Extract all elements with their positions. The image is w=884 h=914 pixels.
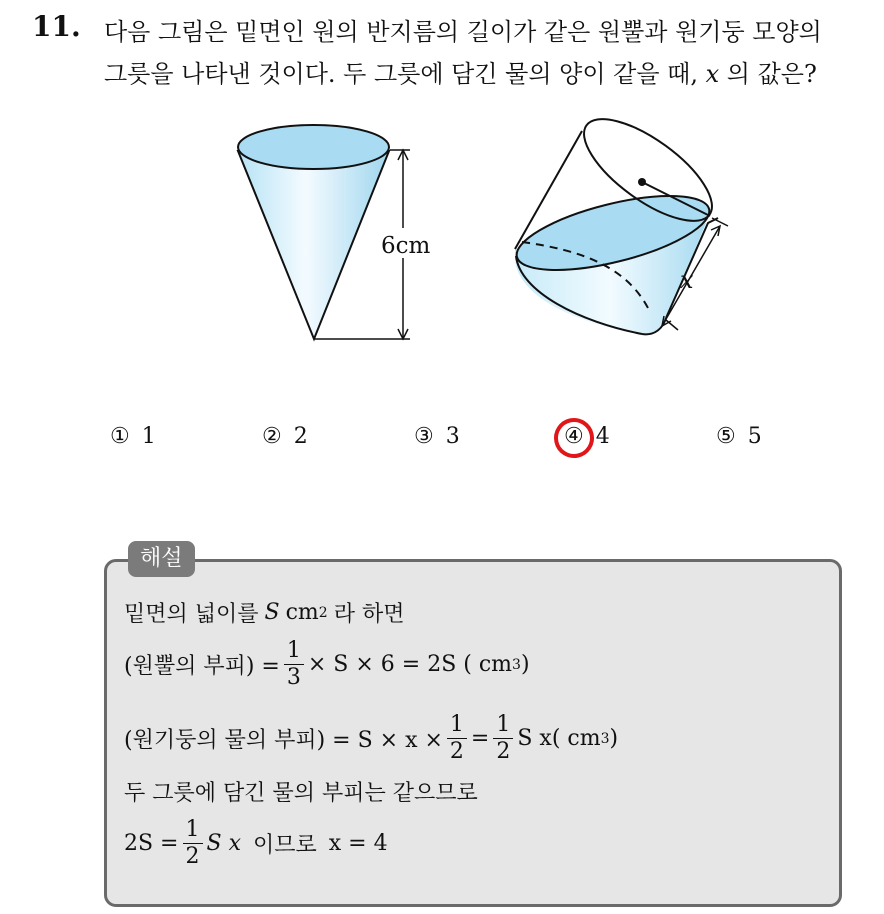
choice-3-value: 3 — [445, 424, 460, 449]
answer-choices — [0, 424, 884, 460]
choice-2-mark: ② — [262, 424, 282, 449]
question-variable: x — [705, 60, 720, 88]
sol-l3-expr: S x( cm — [517, 726, 601, 751]
solution-line-5 — [124, 817, 388, 870]
sol-l5-text: 이므로 — [252, 833, 317, 858]
choice-1-mark: ① — [110, 424, 130, 449]
sol-l3-text: (원기둥의 물의 부피) = S × x × — [124, 728, 443, 753]
sol-l3-eq: = — [470, 726, 490, 751]
choice-4-value: 4 — [595, 424, 610, 449]
choice-1-value: 1 — [141, 424, 156, 449]
sol-l1-text-b: 라 하면 — [333, 602, 405, 627]
choice-4-mark: ④ — [564, 424, 584, 449]
cylinder-center-dot — [638, 178, 646, 186]
sol-l2-text: (원뿔의 부피) = — [124, 654, 280, 679]
sol-l3-fraction-2: $\frac{1}{2}$ — [493, 712, 513, 765]
solution-line-4 — [124, 776, 478, 807]
cylinder-vessel — [510, 101, 728, 334]
choice-1[interactable] — [110, 424, 156, 449]
sol-l1-S: S — [264, 600, 280, 625]
sol-l5-fraction: $\frac{1}{2}$ — [183, 817, 203, 870]
solution-line-3 — [124, 712, 618, 765]
cone-top-ellipse — [238, 125, 389, 169]
solution-line-1 — [124, 597, 404, 628]
figure — [0, 0, 884, 400]
choice-5-mark: ⑤ — [716, 424, 736, 449]
x-label: x — [680, 266, 694, 294]
choice-3-mark: ③ — [414, 424, 434, 449]
sol-l4-text: 두 그릇에 담긴 물의 부피는 같으므로 — [124, 781, 478, 806]
sol-l3-fraction-1: $\frac{1}{2}$ — [447, 712, 467, 765]
cone-height-label: 6cm — [381, 233, 431, 259]
sol-l1-sup: 2 — [318, 604, 328, 621]
question-text-line1: 다음 그림은 밑면인 원의 반지름의 길이가 같은 원뿔과 원기둥 모양의 — [104, 18, 822, 46]
sol-l5-expr: S x — [206, 831, 241, 856]
sol-l2-sup: 3 — [512, 656, 521, 673]
sol-l5-result: x = 4 — [328, 831, 388, 856]
question-text-pre: 그릇을 나타낸 것이다. 두 그릇에 담긴 물의 양이 같을 때, — [104, 60, 698, 88]
x-guide-top — [712, 218, 728, 226]
cone-body — [238, 151, 389, 339]
sol-l2-close: ) — [520, 652, 530, 677]
x-guide-bottom — [666, 320, 678, 330]
choice-5-value: 5 — [747, 424, 762, 449]
sol-l2-expr: × S × 6 = 2S ( cm — [307, 652, 513, 677]
solution-line-2 — [124, 638, 530, 691]
sol-l3-sup: 3 — [600, 730, 610, 747]
sol-l1-text: 밑면의 넓이를 — [124, 602, 259, 627]
sol-l3-close: ) — [609, 726, 619, 751]
choice-5[interactable] — [716, 424, 762, 449]
sol-l2-fraction: $\frac{1}{3}$ — [284, 638, 304, 691]
question-number: 11. — [32, 10, 81, 43]
choice-2[interactable] — [262, 424, 308, 449]
solution-tag: 해설 — [128, 541, 195, 577]
sol-l1-unit: cm — [285, 600, 319, 625]
choice-2-value: 2 — [293, 424, 308, 449]
sol-l5-lhs: 2S = — [124, 831, 179, 856]
choice-3[interactable] — [414, 424, 460, 449]
question-text-post: 의 값은? — [726, 60, 817, 88]
cone-vessel — [238, 125, 440, 339]
